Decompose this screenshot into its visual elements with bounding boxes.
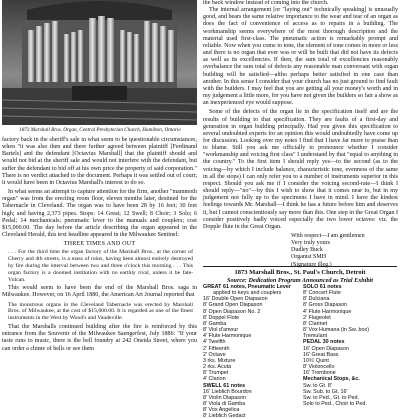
stoplist-stop: 4' Clarion bbox=[203, 376, 226, 383]
stoplist-stop: 8' Dulciana bbox=[303, 296, 330, 303]
stoplist-stop: 8' Violoncello bbox=[303, 364, 335, 371]
paragraph: factory back in the sheriff's sale in what seem to be questionable circumstances, when "it was also then and there further agreed between plaintiff [Ferdinand Bartels] and the defendant [Octavius Marshall] that the plaintiff should and would not bid at the sheriff sale and would not interfere with the defendant, but suffer the defendant to bid off at his own price the property of said corporation." There is no verdict attached to the document. Perhaps it was settled out of court; it would have been in Octavius Marshall's interest to do so. bbox=[2, 137, 197, 186]
stoplist-stop: 8' Vox Humana (in Sw. box) bbox=[303, 327, 370, 334]
stoplist-title: 1873 Marshall Bros., St. Paul's Church, Detroit bbox=[234, 269, 366, 276]
paragraph: the back window instead of coming into the church. bbox=[203, 0, 329, 6]
stoplist-stop: 8' Doppel Flote bbox=[203, 314, 240, 321]
stoplist-stop: 4' Flute Harmonique bbox=[203, 333, 252, 340]
block-quote: . . . For the third time the organ factory of the Marshall Bros., at the corner of Cherry and 4th streets, is a mass of ruins, having been almost entirely destroyed by fire during the interval between two and three o'clock this morning . . . This organ factory is a doomed institution with no earthly rival, unless it be fate-Vulcan. bbox=[8, 249, 193, 283]
stoplist-stop: applied to keys and couplers bbox=[213, 290, 282, 297]
stoplist-stop: 10⅔' Quint bbox=[303, 357, 329, 364]
stoplist-stop: 4' Twelfth bbox=[203, 339, 226, 346]
left-article-text bbox=[2, 137, 197, 355]
stoplist-stop: 8' Gamba bbox=[203, 320, 227, 327]
stoplist-stop: 2' Octave bbox=[203, 351, 226, 358]
stoplist-stop: 8' Lieblich Gedact bbox=[203, 413, 246, 419]
organ-photo bbox=[2, 0, 197, 125]
stoplist-stop: 8' Open Diapason No. 2 bbox=[203, 308, 261, 315]
organ-photo-image bbox=[2, 0, 197, 125]
stoplist-stop: 8' Grand Open Diapason bbox=[203, 302, 263, 309]
stoplist-stop: Tremulant bbox=[303, 333, 328, 340]
paragraph: The internal arrangement [or "laying out" technically speaking] is unusually good, and bears the same relative importance to the wear and tear of an organ as does the fact of convenience of access as to repairs in a building. The workmanship seems everywhere of the most thorough description and the material used first-class. The pneumatic action is remarkably prompt and reliable. Now when you come to tone, the element of tone comes in more or less and there is no organ that ever was or will be built that did not have its defects as well as its excellencies. If then, the sum total of excellencies reasonably overbalance the sum total of defects any reasonable man conversant with organ building will be satisfied—altho perhaps better satisfied in one case than another. In this sense I consider that your church has no just ground to find fault with the builders. I may feel that you are getting all your money's worth and in my judgement a little more, for you have not given the builders so fair a show as an inexperienced eye would suppose. bbox=[203, 7, 398, 107]
stoplist-stop: 2' Fifteenth bbox=[203, 345, 230, 352]
stoplist-right-column bbox=[303, 284, 399, 407]
stoplist-stop: 4' Flute Harmonique bbox=[303, 308, 352, 315]
stoplist-left-column bbox=[203, 284, 299, 419]
stoplist-stop: 3 rks. Mixture bbox=[203, 357, 236, 364]
stoplist-stop: Solo to Ped., Choir to Ped. bbox=[303, 400, 367, 407]
paragraph: Some of the defects of the organ lie in the specification itself and are the results of building to that specification. They are faults of a first-day and generation in organ building principally. Had you given this specification to several undoubted experts for an opinion this would undoubtedly have come up for discussion. Looking over my notes I find that I have far more to praise than to blame. Still you ask me officially to pronounce whether I consider "workmanship and voicing first class" I understand by that "equal to anything in the country." To the first item I should reply yes—to the second (as to the voicing—by which I include balance, characteristic tone, evenness of the same in all the stops) I can only refer you to a number of instruments superior in this respect. Should you ask me if I consider the voicing second-rate—I think I should reply—"no"—by this I wish to show that it comes near to, but in my judgement not fully up to the specimens I have in mind. I have the kindest feelings towards Mr. Marshall—I think he has a future before him and deserves it, but I cannot conscientiously say more than this. One step in the Great Organ I consider positively badly voiced especially the two lower octaves: viz. the Dopple flute in the Great Organ. bbox=[203, 109, 398, 230]
stoplist-stop: 2' Flageolet bbox=[303, 314, 331, 321]
stoplist-box bbox=[203, 266, 397, 419]
stoplist-stop: 8' Vox Angelica bbox=[203, 407, 240, 414]
photo-caption: 1873 Marshall Bros. Organ, Central Presbyterian Church, Hamilton, Ontario bbox=[19, 127, 181, 133]
block-quote: The monstrous organs in the Cleveland Tabernacle was erected by Marshall Bros. of Milwaukee, at the cost of $15,000.00. It is regarded as one of the finest instruments in the West by Wood's and Vaudeville. bbox=[8, 301, 193, 322]
stoplist-stop: 16' Open Diapason bbox=[303, 345, 349, 352]
paragraph: This would seem to have been the end of the Marshall Bros. saga in Milwaukee. However, on 16 April 1880, the American Art Journal reported that bbox=[2, 285, 197, 299]
stoplist-subtitle: Source: Dedication Program Announced as Trial Exhibit bbox=[227, 276, 373, 284]
stoplist-stop: 8' Violin Diapason bbox=[203, 394, 246, 401]
stoplist-stop: 8' Gross Diapason bbox=[303, 302, 348, 309]
quoted-headline: THREE TIMES AND OUT bbox=[63, 241, 136, 248]
stoplist-division-heading: GREAT 61 notes, Pneumatic Lever bbox=[203, 284, 291, 290]
stoplist-division-heading: Mechanical Stops, &c. bbox=[303, 376, 360, 383]
letter-signature: With respect—I am gentlemen Very truly yours Dudley Buck Organist SMH (Signature illeg.) bbox=[291, 233, 365, 268]
stoplist-stop: 8' Viol d'amour bbox=[203, 327, 239, 334]
stoplist-division-heading: SWELL 61 notes bbox=[203, 382, 246, 389]
stoplist-stop: Sw. to Ped., Gt. to Ped. bbox=[303, 394, 360, 401]
left-column bbox=[2, 0, 197, 400]
stoplist-stop: 2 rks. Acuta bbox=[203, 364, 232, 371]
paragraph: In what seems an attempt to capture attention for the firm, another "mammoth organ" was from the erecting room floor, eleven months later, destined for the Tabernacle in Cleveland. The organ was to have been 28 by 16 feet; 30 feet high; and having 2,373 pipes. Stops: 14 Great; 12 Swell; 8 Choir; 3 Solo; 6 Pedal; 14 mechanicals; pneumatic lever to the manuals and couplers; cost $15,000.00. The day before the article describing the organ appeared in the Cleveland Herald, this text headline appeared in the Milwaukee Sentinel: bbox=[2, 189, 197, 239]
stoplist-stop: 16' Great Bass bbox=[303, 351, 339, 358]
paragraph: That the Marshalls continued building after the fire is reinforced by this entrance from the Souvenir of the Milwaukee Saengerfest, July 1886: "If your taste runs to music, there is the bell foundry at 242 Oneida Street, where you can order a chime of bells or see them bbox=[2, 324, 197, 352]
stoplist-stop: 8' Concert Flute bbox=[303, 290, 341, 297]
right-article-text bbox=[203, 0, 398, 269]
stoplist-stop: 16' Trombone bbox=[303, 370, 336, 377]
stoplist-stop: 16' Double Open Diapason bbox=[203, 296, 268, 303]
stoplist-stop: Sw. Sub. to Gt. 16' bbox=[303, 388, 348, 395]
stoplist-division-heading: SOLO 61 notes bbox=[303, 284, 342, 290]
stoplist-stop: 8' Viola di Gamba bbox=[203, 400, 246, 407]
stoplist-stop: Sw. to Gt. 8' bbox=[303, 382, 332, 389]
stoplist-division-heading: PEDAL 30 notes bbox=[303, 339, 345, 346]
stoplist-stop: 8' Clarinet bbox=[303, 320, 328, 327]
stoplist-stop: 8' Trumpet bbox=[203, 370, 229, 377]
stoplist-stop: 16' Lieblich Bourdon bbox=[203, 388, 252, 395]
